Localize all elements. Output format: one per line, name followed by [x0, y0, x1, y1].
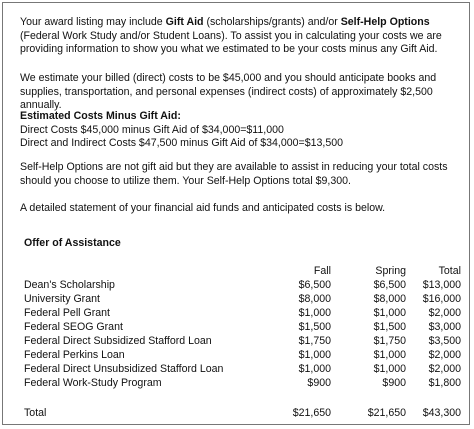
column-header-total: Total: [438, 265, 461, 277]
total-amount: $2,000: [428, 307, 461, 319]
estimated-costs-block: [20, 110, 460, 151]
award-name: Federal Perkins Loan: [24, 349, 125, 361]
statement-note: A detailed statement of your financial aid funds and anticipated costs is below.: [20, 202, 386, 214]
fall-amount: $1,000: [298, 363, 331, 375]
table-row: [24, 377, 461, 391]
total-amount: $16,000: [422, 293, 461, 305]
award-name: Federal Direct Subsidized Stafford Loan: [24, 335, 212, 347]
table-row: [24, 307, 461, 321]
table-row: [24, 293, 461, 307]
fall-amount: $6,500: [298, 279, 331, 291]
total-amount: $13,000: [422, 279, 461, 291]
offer-header-row: [24, 265, 461, 279]
intro-text-end: (Federal Work Study and/or Student Loans). To assist you in calculating your costs we are providing information to show you what we estimated to be your costs minus any Gift Aid.: [20, 29, 442, 55]
award-name: University Grant: [24, 293, 100, 305]
offer-title: Offer of Assistance: [24, 237, 121, 249]
grand-total: $43,300: [422, 407, 461, 419]
award-name: Federal SEOG Grant: [24, 321, 123, 333]
spring-amount: $1,500: [373, 321, 406, 333]
award-name: Dean's Scholarship: [24, 279, 115, 291]
estimated-costs-heading: Estimated Costs Minus Gift Aid:: [20, 110, 181, 122]
fall-amount: $1,750: [298, 335, 331, 347]
spring-amount: $6,500: [373, 279, 406, 291]
indirect-costs-line: Direct and Indirect Costs $47,500 minus Gift Aid of $34,000=$13,500: [20, 137, 344, 149]
intro-text-start: Your award listing may include: [20, 16, 166, 28]
spring-amount: $1,000: [373, 363, 406, 375]
fall-total: $21,650: [292, 407, 331, 419]
spring-amount: $8,000: [373, 293, 406, 305]
direct-costs-line: Direct Costs $45,000 minus Gift Aid of $34,000=$11,000: [20, 123, 284, 136]
spring-amount: $900: [382, 377, 406, 389]
fall-amount: $1,500: [298, 321, 331, 333]
offer-table-body: [24, 279, 461, 391]
total-amount: $1,800: [428, 377, 461, 389]
total-amount: $2,000: [428, 363, 461, 375]
intro-paragraph: [20, 16, 460, 57]
intro-text-mid: (scholarships/grants) and/or: [203, 16, 341, 28]
self-help-term: Self-Help Options: [340, 16, 430, 28]
gift-aid-term: Gift Aid: [165, 16, 204, 28]
award-letter-panel: [2, 2, 470, 425]
spring-amount: $1,000: [373, 349, 406, 361]
award-name: Federal Pell Grant: [24, 307, 110, 319]
fall-amount: $1,000: [298, 307, 331, 319]
table-row: [24, 321, 461, 335]
spring-amount: $1,000: [373, 307, 406, 319]
fall-amount: $1,000: [298, 349, 331, 361]
spring-total: $21,650: [367, 407, 406, 419]
table-row: [24, 335, 461, 349]
table-row: [24, 279, 461, 293]
total-label: Total: [24, 407, 47, 419]
table-row: [24, 363, 461, 377]
fall-amount: $8,000: [298, 293, 331, 305]
self-help-paragraph: Self-Help Options are not gift aid but they are available to assist in reducing your total costs should you choose to utilize them. Your Self-Help Options total $9,300.: [20, 161, 448, 187]
total-amount: $3,500: [428, 335, 461, 347]
cost-estimate-paragraph: We estimate your billed (direct) costs to be $45,000 and you should anticipate books and supplies, transportation, and personal expenses (indirect costs) of approximately $2,500 annually.: [20, 72, 437, 111]
award-name: Federal Direct Unsubsidized Stafford Loan: [24, 363, 224, 375]
column-header-spring: Spring: [375, 265, 406, 277]
award-name: Federal Work-Study Program: [24, 377, 162, 389]
total-amount: $3,000: [428, 321, 461, 333]
column-header-fall: Fall: [313, 265, 331, 277]
offer-total-row: [24, 407, 461, 421]
total-amount: $2,000: [428, 349, 461, 361]
spring-amount: $1,750: [373, 335, 406, 347]
fall-amount: $900: [307, 377, 331, 389]
table-row: [24, 349, 461, 363]
